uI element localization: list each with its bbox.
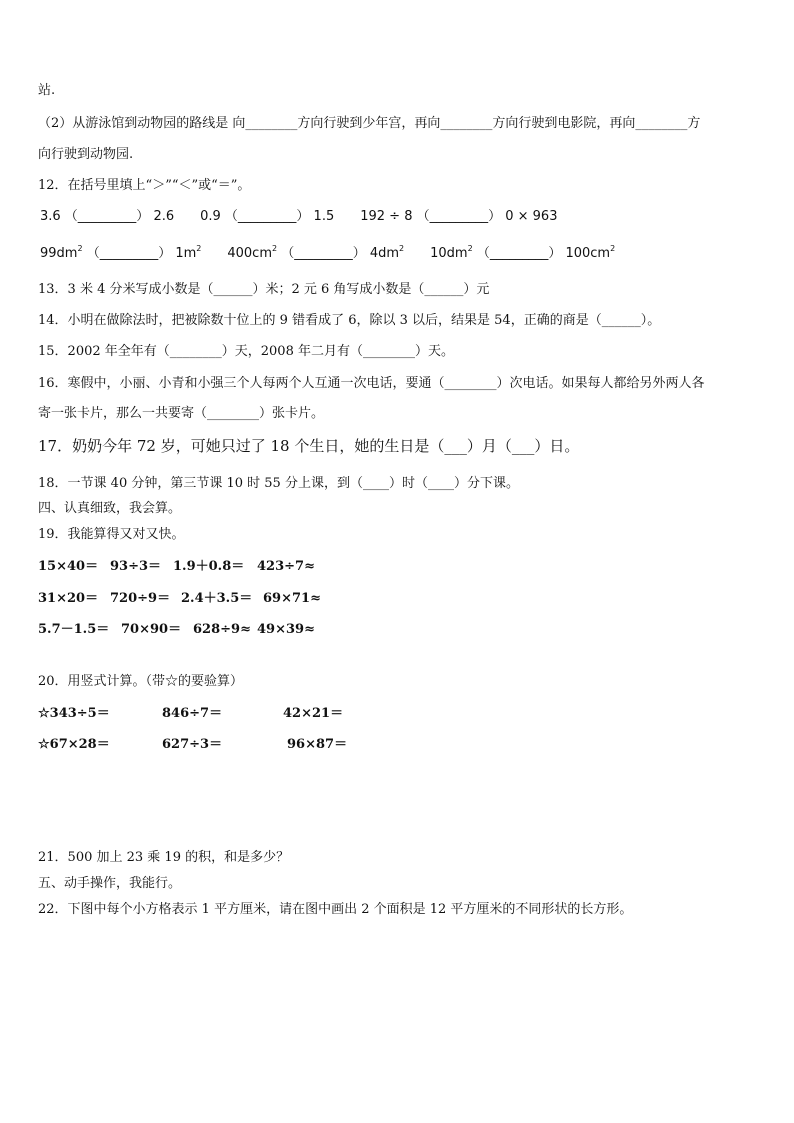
calc-item: 96×87＝ bbox=[287, 737, 348, 752]
calc-item: 628÷9≈ bbox=[193, 622, 251, 637]
calc-item: 93÷3＝ bbox=[110, 559, 162, 574]
question-14: 14．小明在做除法时，把被除数十位上的 9 错看成了 6，除以 3 以后，结果是 54，正确的商是（______）。 bbox=[38, 313, 661, 328]
question-11-part2: （2）从游泳馆到动物园的路线是 向________方向行驶到少年宫，再向________方向行驶到电影院，再向________方 bbox=[38, 116, 701, 131]
question-12-row1: 3.6 （_________） 2.6 0.9 （_________） 1.5 192 ÷ 8 （_________） 0 × 963 bbox=[40, 209, 558, 224]
question-12-row2 bbox=[40, 246, 615, 262]
expr: （_________） 4dm bbox=[277, 246, 400, 261]
calc-item: 70×90＝ bbox=[121, 622, 182, 637]
calc-item: 423÷7≈ bbox=[257, 559, 315, 574]
expr: （_________） 100cm bbox=[472, 246, 611, 261]
expr: 400cm bbox=[201, 246, 272, 261]
calc-item: ☆67×28＝ bbox=[38, 737, 110, 752]
calc-item: 720÷9＝ bbox=[110, 591, 171, 606]
question-13: 13．3 米 4 分米写成小数是（______）米；2 元 6 角写成小数是（______）元 bbox=[38, 282, 490, 297]
question-17: 17．奶奶今年 72 岁，可她只过了 18 个生日，她的生日是（___）月（___）日。 bbox=[38, 437, 580, 455]
superscript: 2 bbox=[399, 244, 405, 253]
calc-item: 1.9＋0.8＝ bbox=[173, 559, 245, 574]
calc-item: 15×40＝ bbox=[38, 559, 99, 574]
calc-item: 49×39≈ bbox=[257, 622, 315, 637]
expr: 10dm bbox=[404, 246, 468, 261]
text-line: 向行驶到动物园. bbox=[38, 147, 134, 162]
text-line: 站. bbox=[38, 83, 56, 98]
calc-item: 31×20＝ bbox=[38, 591, 99, 606]
superscript: 2 bbox=[610, 244, 616, 253]
question-21: 21．500 加上 23 乘 19 的积，和是多少？ bbox=[38, 850, 290, 865]
expr: （_________） 1m bbox=[82, 246, 197, 261]
calc-item: 846÷7＝ bbox=[162, 706, 223, 721]
expr: 99dm bbox=[40, 246, 78, 261]
section-4-heading: 四、认真细致，我会算。 bbox=[38, 501, 182, 516]
superscript: 2 bbox=[467, 244, 473, 253]
question-15: 15．2002 年全年有（________）天，2008 年二月有（________）天。 bbox=[38, 344, 454, 359]
superscript: 2 bbox=[77, 244, 83, 253]
section-5-heading: 五、动手操作，我能行。 bbox=[38, 876, 182, 891]
question-16-cont: 寄一张卡片，那么一共要寄（________）张卡片。 bbox=[38, 406, 325, 421]
superscript: 2 bbox=[196, 244, 202, 253]
superscript: 2 bbox=[271, 244, 278, 253]
calc-item: 5.7－1.5＝ bbox=[38, 622, 110, 637]
question-19-title: 19．我能算得又对又快。 bbox=[38, 527, 185, 542]
question-20-title: 20．用竖式计算。（带☆的要验算） bbox=[38, 674, 244, 689]
calc-item: 42×21＝ bbox=[283, 706, 344, 721]
question-12-title: 12．在括号里填上“＞”“＜”或“＝”。 bbox=[38, 178, 251, 193]
calc-item: 627÷3＝ bbox=[162, 737, 223, 752]
calc-item: 2.4＋3.5＝ bbox=[181, 591, 253, 606]
question-18: 18．一节课 40 分钟，第三节课 10 时 55 分上课，到（____）时（____）分下课。 bbox=[38, 476, 519, 491]
question-22: 22．下图中每个小方格表示 1 平方厘米，请在图中画出 2 个面积是 12 平方厘米的不同形状的长方形。 bbox=[38, 902, 633, 917]
question-16: 16．寒假中，小丽、小青和小强三个人每两个人互通一次电话，要通（________）次电话。如果每人都给另外两人各 bbox=[38, 376, 705, 391]
calc-item: ☆343÷5＝ bbox=[38, 706, 110, 721]
calc-item: 69×71≈ bbox=[263, 591, 321, 606]
